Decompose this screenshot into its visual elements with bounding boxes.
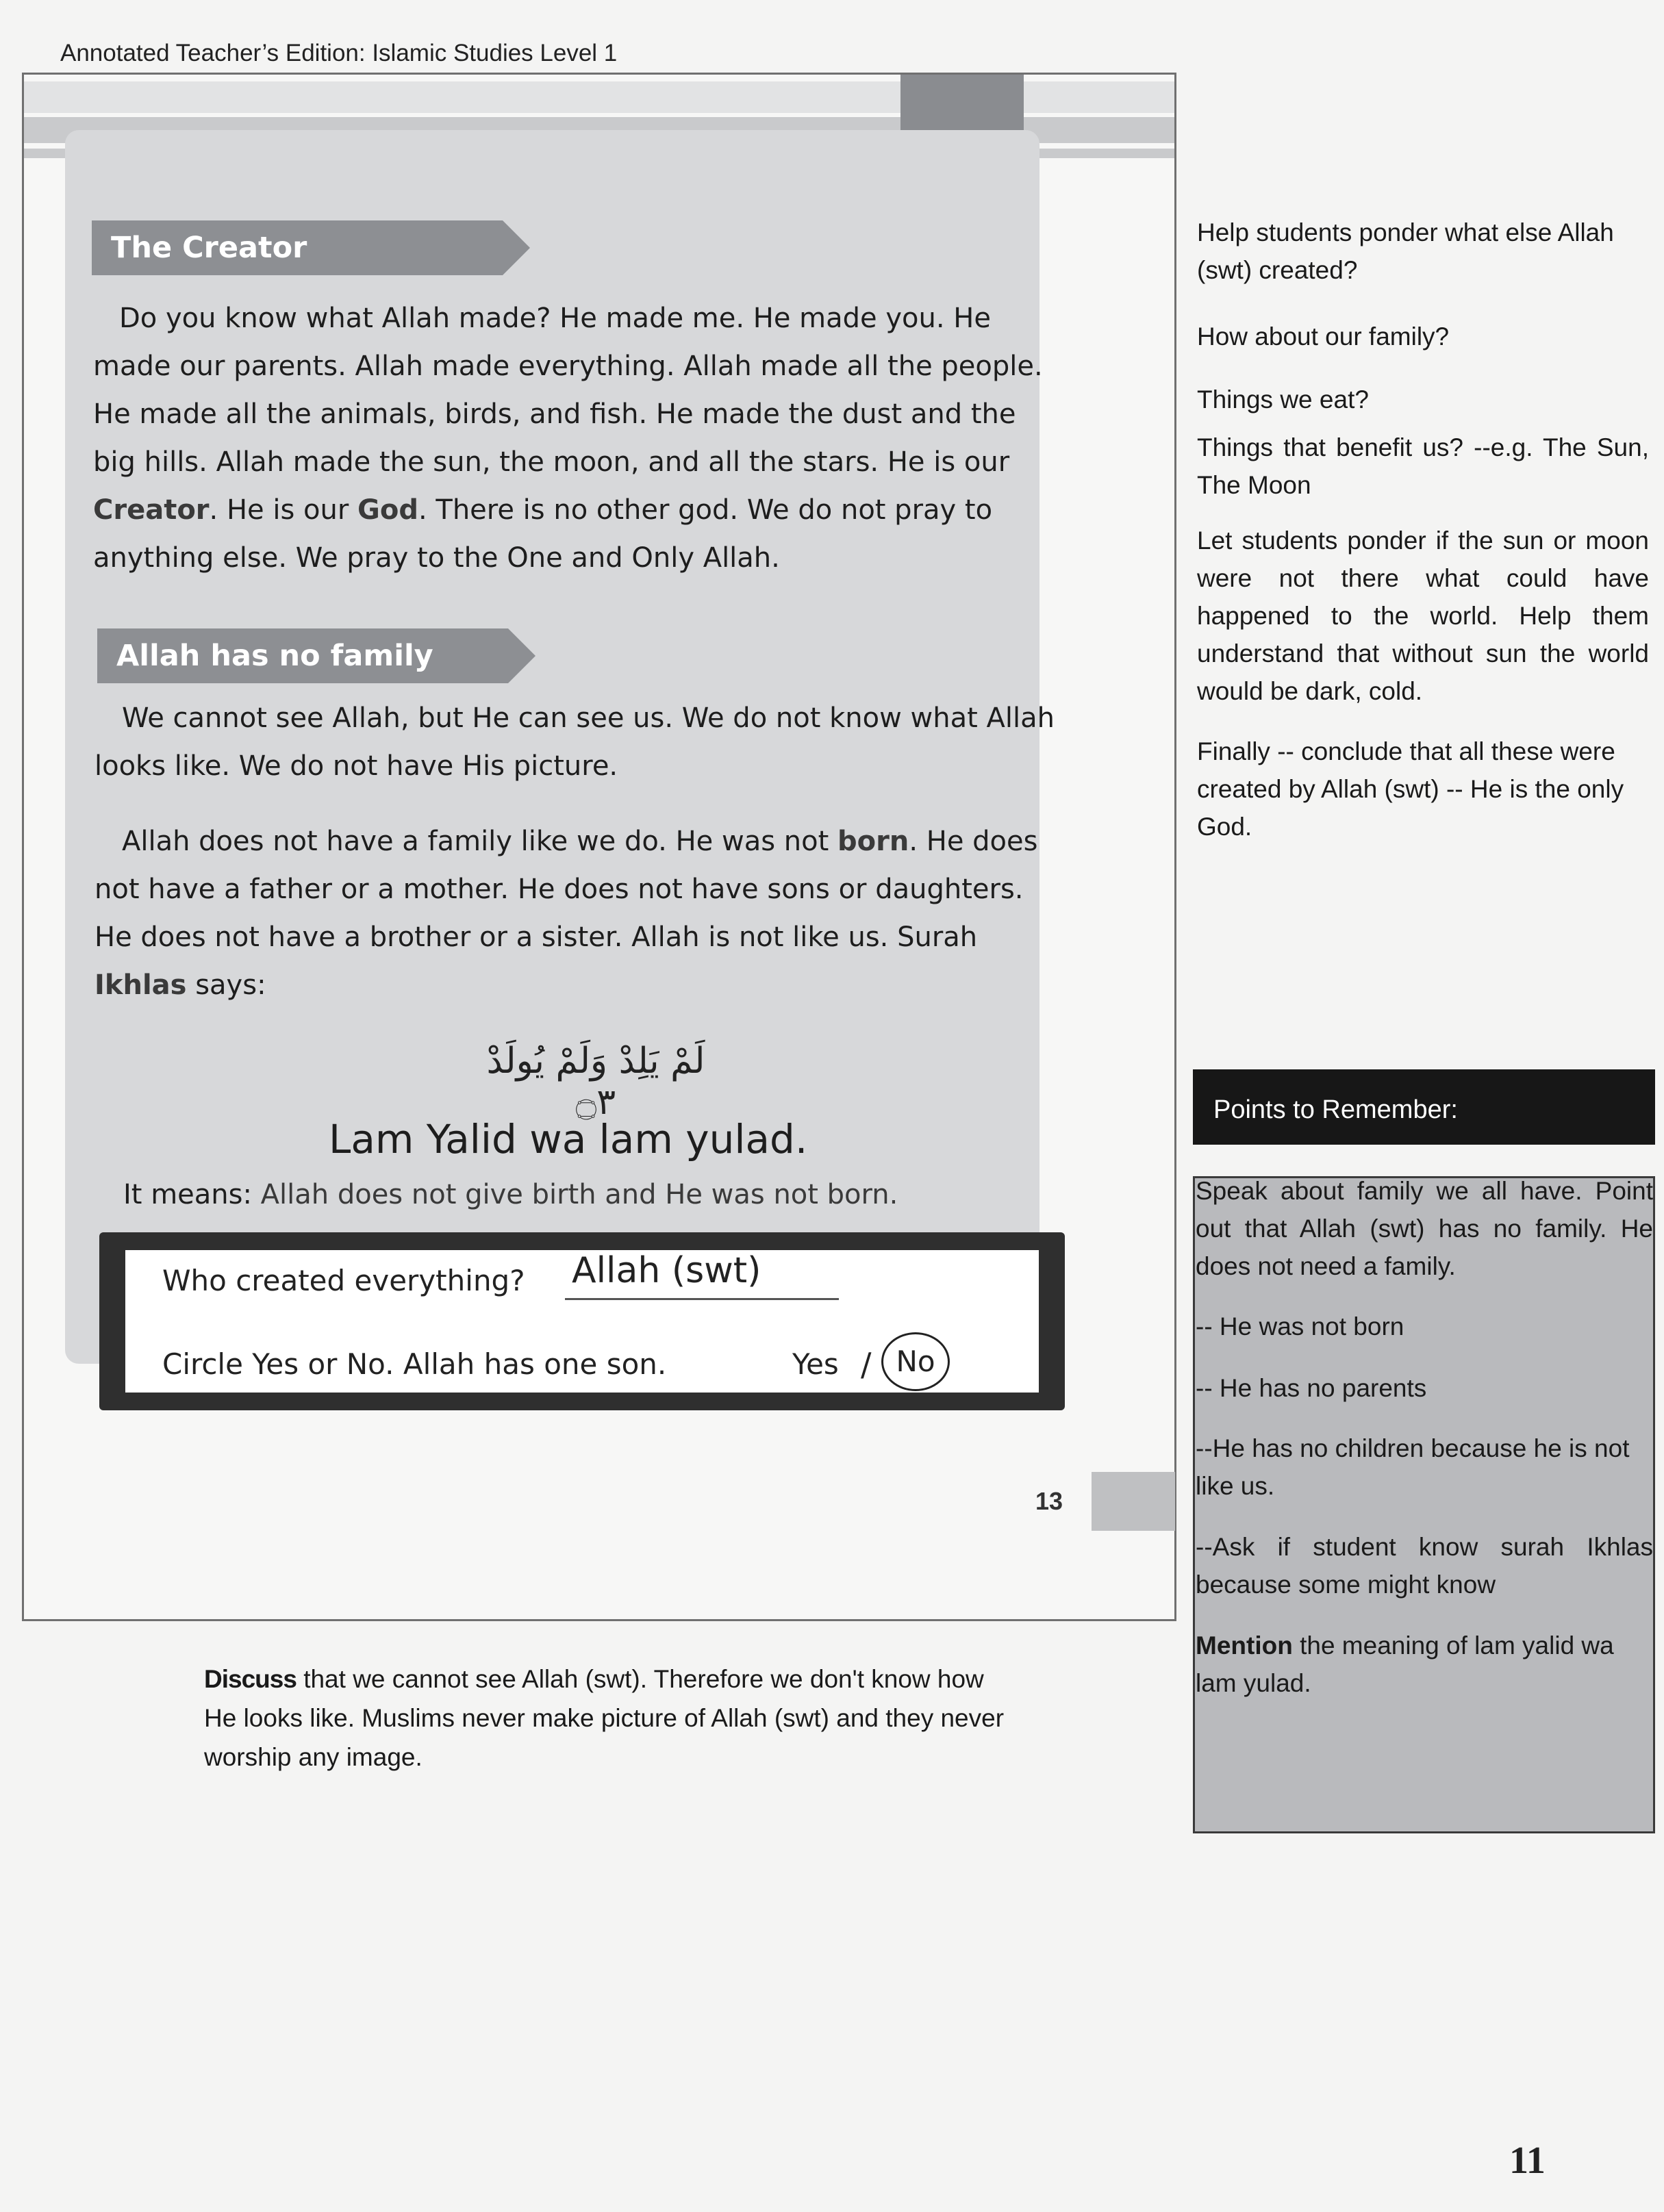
arabic-verse: لَمْ يَلِدْ وَلَمْ يُولَدْ ۝٣ (486, 1041, 705, 1123)
note-family: How about our family? (1197, 322, 1450, 351)
note-food: Things we eat? (1197, 385, 1369, 414)
page-number: 11 (1509, 2139, 1546, 2182)
student-page-number: 13 (1035, 1487, 1063, 1515)
ptr-point-ask-ikhlas: --Ask if student know surah Ikhlas because some might know (1196, 1533, 1653, 1599)
quiz-question-2: Circle Yes or No. Allah has one son. (162, 1347, 667, 1381)
book-header-title: Annotated Teacher’s Edition: Islamic Studies Level 1 (60, 40, 618, 66)
ptr-point-mention: Mention the meaning of lam yalid wa lam yulad. (1196, 1631, 1614, 1697)
note-ponder-creations: Help students ponder what else Allah (swt) created? (1197, 218, 1614, 284)
creator-paragraph: Do you know what Allah made? He made me. He made you. He made our parents. Allah made everything. Allah made all the people. He made all the animals, birds, and fish. He made the dust and the big hills. Allah made the sun, the moon, and all the stars. He is our Creator. He is our God. There is no other god. We do not pray to anything else. We pray to the One and Only Allah. (93, 303, 1043, 574)
keyword-ikhlas: Ikhlas (94, 969, 187, 1001)
section-heading-text: Allah has no family (116, 639, 433, 673)
ptr-point-no-children: --He has no children because he is not like us. (1196, 1434, 1630, 1500)
section-heading-text: The Creator (111, 231, 307, 265)
no-family-paragraph: Allah does not have a family like we do. He was not born. He does not have a father or a mother. He does not have sons or daughters. He does not have a brother or a sister. Allah is not like us. Surah Ikhlas says: (94, 826, 1038, 1001)
quiz-answer-1: Allah (swt) (572, 1250, 761, 1291)
verse-meaning: It means: Allah does not give birth and He was not born. (123, 1179, 898, 1210)
keyword-born: born (837, 826, 909, 857)
section-heading-the-creator (92, 220, 530, 275)
verse-transliteration: Lam Yalid wa lam yulad. (329, 1116, 808, 1162)
page-tab-decor (1092, 1472, 1175, 1531)
keyword-god: God (357, 494, 418, 526)
note-sun-moon: Let students ponder if the sun or moon were not there what could have happened to the world. Help them understand that without sun the world would be dark, cold. (1197, 526, 1649, 705)
quiz-question-1: Who created everything? (162, 1264, 525, 1297)
answer-line (565, 1298, 839, 1300)
discuss-note: Discuss that we cannot see Allah (swt). Therefore we don't know how He looks like. Muslims never make picture of Allah (swt) and they never worship any image. (204, 1665, 1005, 1771)
note-benefits: Things that benefit us? --e.g. The Sun, The Moon (1197, 433, 1649, 499)
quiz-option-separator: / (861, 1346, 872, 1383)
quiz-option-no-circled: No (881, 1332, 950, 1391)
ptr-point-family: Speak about family we all have. Point out that Allah (swt) has no family. He does not need a family. (1196, 1177, 1653, 1280)
note-conclusion: Finally -- conclude that all these were created by Allah (swt) -- He is the only God. (1197, 737, 1624, 841)
points-to-remember-heading: Points to Remember: (1193, 1069, 1655, 1145)
quiz-box (99, 1232, 1065, 1410)
quiz-option-yes: Yes (792, 1347, 839, 1381)
ptr-point-not-born: -- He was not born (1196, 1312, 1404, 1340)
keyword-creator: Creator (93, 494, 210, 526)
section-heading-no-family (97, 628, 535, 683)
ptr-point-no-parents: -- He has no parents (1196, 1374, 1427, 1402)
cannot-see-paragraph: We cannot see Allah, but He can see us. We do not know what Allah looks like. We do not have His picture. (94, 702, 1055, 782)
